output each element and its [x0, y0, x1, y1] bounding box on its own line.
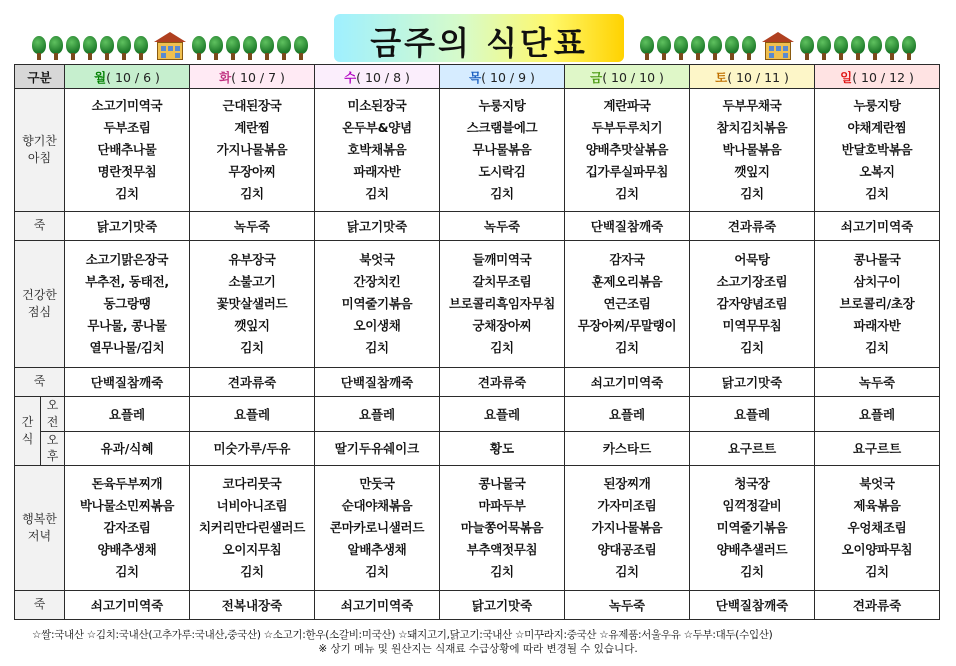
porridge-lunch-cell: 단백질참깨죽 [65, 368, 190, 397]
day-name: 금 [590, 69, 603, 85]
menu-items [440, 249, 564, 359]
snack-am-cell: 요플레 [190, 397, 315, 432]
menu-item: 김치 [865, 564, 889, 580]
menu-item: 너비아니조림 [216, 498, 288, 514]
section-label-snack [15, 397, 41, 466]
menu-item: 미역줄기볶음 [341, 296, 413, 311]
day-name: 수 [344, 69, 357, 85]
snack-pm-cell: 유과/식혜 [65, 431, 190, 466]
day-date: ( 10 / 9 ) [481, 69, 535, 85]
porridge-breakfast-cell: 녹두죽 [190, 212, 315, 241]
page-title: 금주의 식단표 [370, 24, 588, 62]
day-name: 토 [715, 69, 728, 85]
menu-item: 콩나물국 [478, 476, 526, 492]
tree-icon [885, 36, 899, 60]
menu-item: 청국장 [734, 476, 770, 492]
lunch-cell [815, 241, 940, 368]
tree-icon [902, 36, 916, 60]
menu-items [690, 95, 814, 205]
menu-item: 감자양념조림 [716, 296, 788, 311]
porridge-dinner-cell: 쇠고기미역죽 [315, 591, 440, 620]
lunch-cell [690, 241, 815, 368]
breakfast-row [15, 89, 940, 212]
menu-item: 계란파국 [603, 98, 651, 113]
porridge-breakfast-cell: 단백질참깨죽 [565, 212, 690, 241]
porridge-dinner-cell: 견과류죽 [815, 591, 940, 620]
menu-item: 김치 [740, 186, 764, 201]
porridge-dinner-cell: 닭고기맛죽 [440, 591, 565, 620]
menu-item: 가지나물볶음 [216, 142, 288, 157]
menu-items [815, 473, 939, 583]
tree-icon [209, 36, 223, 60]
tree-icon [243, 36, 257, 60]
day-date: ( 10 / 8 ) [356, 69, 410, 85]
snack-am-cell: 요플레 [65, 397, 190, 432]
section-label-line: 저녁 [27, 529, 52, 544]
dinner-cell [65, 466, 190, 591]
breakfast-cell [65, 89, 190, 212]
origin-note: ☆쌀:국내산 ☆김치:국내산(고추가루:국내산,중국산) ☆소고기:한우(소갈비:미국산) ☆돼지고기,닭고기:국내산 ☆미꾸라지:중국산 ☆유제품:서울우유 ☆두부:대두(수입산) [32, 629, 773, 641]
menu-items [690, 249, 814, 359]
menu-item: 오이생채 [353, 318, 401, 333]
breakfast-cell [315, 89, 440, 212]
day-name: 일 [840, 69, 853, 85]
menu-item: 열무나물/김치 [89, 340, 165, 355]
menu-items [565, 473, 689, 583]
menu-item: 박나물볶음 [722, 142, 782, 157]
porridge-breakfast-cell: 쇠고기미역죽 [815, 212, 940, 241]
menu-item: 임꺽정갈비 [722, 498, 782, 514]
section-label-breakfast [15, 89, 65, 212]
menu-item: 김치 [490, 340, 514, 355]
section-label-line: 행복한 [22, 511, 57, 526]
menu-items [315, 249, 439, 359]
menu-items [565, 95, 689, 205]
menu-item: 가자미조림 [597, 498, 657, 514]
menu-item: 마늘쫑어묵볶음 [460, 520, 544, 536]
porridge-breakfast-cell: 견과류죽 [690, 212, 815, 241]
day-name: 목 [469, 69, 482, 85]
section-label-dinner [15, 466, 65, 591]
porridge-dinner-cell: 쇠고기미역죽 [65, 591, 190, 620]
menu-items [565, 249, 689, 359]
menu-item: 두부무채국 [722, 98, 782, 113]
menu-item: 김치 [865, 340, 889, 355]
day-header-wed [315, 65, 440, 89]
lunch-cell [440, 241, 565, 368]
tree-icon [260, 36, 274, 60]
header-label: 구분 [15, 65, 65, 89]
menu-item: 훈제오리볶음 [591, 274, 663, 289]
tree-icon [800, 36, 814, 60]
day-header-sun [815, 65, 940, 89]
menu-item: 삼치구이 [853, 274, 901, 289]
porridge-lunch-cell: 견과류죽 [190, 368, 315, 397]
menu-item: 무장아찌/무말랭이 [577, 318, 677, 333]
dinner-cell [565, 466, 690, 591]
breakfast-cell [440, 89, 565, 212]
menu-item: 만둣국 [359, 476, 395, 492]
menu-item: 명란젓무침 [97, 164, 157, 179]
menu-item: 미역줄기볶음 [716, 520, 788, 536]
menu-item: 누룽지탕 [853, 98, 901, 113]
menu-items [315, 95, 439, 205]
menu-item: 순대야채볶음 [341, 498, 413, 514]
menu-item: 박나물소민찌볶음 [79, 498, 175, 514]
dinner-cell [190, 466, 315, 591]
day-header-sat [690, 65, 815, 89]
tree-icon [66, 36, 80, 60]
day-name: 화 [219, 69, 232, 85]
porridge-breakfast-cell: 녹두죽 [440, 212, 565, 241]
section-label-line: 오 [46, 432, 59, 447]
menu-item: 참치김치볶음 [716, 120, 788, 135]
menu-item: 들깨미역국 [472, 252, 532, 267]
menu-item: 김치 [615, 564, 639, 580]
porridge-lunch-cell: 쇠고기미역죽 [565, 368, 690, 397]
menu-item: 김치 [365, 340, 389, 355]
menu-items [190, 95, 314, 205]
menu-item: 양배추샐러드 [716, 542, 788, 558]
menu-item: 소고기미역국 [91, 98, 163, 113]
menu-item: 간장치킨 [353, 274, 401, 289]
menu-item: 브로콜리흑임자무침 [449, 296, 555, 311]
menu-item: 북엇국 [359, 252, 395, 267]
tree-icon [100, 36, 114, 60]
section-label-snack-pm [41, 431, 65, 466]
tree-icon [83, 36, 97, 60]
menu-item: 양배추생채 [97, 542, 157, 558]
menu-item: 감자국 [609, 252, 645, 267]
porridge-lunch-cell: 닭고기맛죽 [690, 368, 815, 397]
menu-item: 소불고기 [228, 274, 276, 289]
menu-item: 부추액젓무침 [466, 542, 538, 558]
menu-item: 꽃맛살샐러드 [216, 296, 288, 311]
menu-item: 궁채장아찌 [472, 318, 532, 333]
menu-item: 돈육두부찌개 [91, 476, 163, 492]
porridge-row-breakfast [15, 212, 940, 241]
tree-icon [226, 36, 240, 60]
day-header-fri [565, 65, 690, 89]
menu-item: 양배추맛살볶음 [585, 142, 669, 157]
house-icon [762, 32, 794, 60]
menu-item: 깻잎지 [734, 164, 770, 179]
menu-item: 야채계란찜 [847, 120, 907, 135]
menu-item: 무나물볶음 [472, 142, 532, 157]
menu-item: 파래자반 [853, 318, 901, 333]
menu-item: 우엉채조림 [847, 520, 907, 536]
menu-item: 스크램블에그 [466, 120, 538, 135]
section-label-porridge: 죽 [15, 591, 65, 620]
menu-item: 두부조림 [103, 120, 151, 135]
menu-items [65, 473, 189, 583]
porridge-dinner-cell: 전복내장죽 [190, 591, 315, 620]
section-label-line: 건강한 [22, 287, 57, 302]
breakfast-cell [690, 89, 815, 212]
menu-items [440, 95, 564, 205]
menu-item: 김치 [115, 186, 139, 201]
day-name: 월 [94, 69, 107, 85]
menu-item: 북엇국 [859, 476, 895, 492]
lunch-row [15, 241, 940, 368]
day-header-mon [65, 65, 190, 89]
menu-item: 연근조림 [603, 296, 651, 311]
menu-item: 김치 [615, 340, 639, 355]
menu-item: 감자조림 [103, 520, 151, 536]
menu-items [65, 95, 189, 205]
day-date: ( 10 / 7 ) [231, 69, 285, 85]
menu-item: 오이양파무침 [841, 542, 913, 558]
section-label-line: 점심 [27, 305, 52, 319]
lunch-cell [190, 241, 315, 368]
snack-pm-cell: 딸기두유쉐이크 [315, 431, 440, 466]
menu-item: 오이지무침 [222, 542, 282, 558]
menu-item: 김치 [115, 564, 139, 580]
menu-item: 근대된장국 [222, 98, 282, 113]
snack-pm-cell: 황도 [440, 431, 565, 466]
menu-item: 동그랑땡 [103, 296, 151, 311]
section-label-snack-am [41, 397, 65, 432]
tree-icon [851, 36, 865, 60]
lunch-cell [315, 241, 440, 368]
menu-item: 미소된장국 [347, 98, 407, 113]
menu-item: 김치 [240, 564, 264, 580]
tree-row-left [32, 34, 308, 60]
title-banner [334, 14, 624, 62]
snack-am-cell: 요플레 [815, 397, 940, 432]
tree-icon [708, 36, 722, 60]
dinner-cell [815, 466, 940, 591]
menu-item: 김치 [365, 186, 389, 201]
menu-item: 된장찌개 [603, 476, 651, 492]
breakfast-cell [190, 89, 315, 212]
tree-row-right [640, 34, 916, 60]
porridge-breakfast-cell: 닭고기맛죽 [315, 212, 440, 241]
menu-item: 온두부&양념 [342, 120, 412, 135]
menu-item: 제육볶음 [853, 498, 901, 514]
menu-item: 미역무무침 [722, 318, 782, 333]
menu-item: 어묵탕 [734, 252, 770, 267]
snack-pm-row [15, 431, 940, 466]
section-label-line: 후 [46, 449, 59, 464]
tree-icon [725, 36, 739, 60]
menu-item: 콘마카로니샐러드 [329, 520, 425, 536]
tree-icon [834, 36, 848, 60]
menu-item: 반달호박볶음 [841, 142, 913, 157]
section-label-line: 향기찬 [22, 133, 57, 148]
menu-item: 김치 [490, 186, 514, 201]
tree-icon [817, 36, 831, 60]
tree-icon [868, 36, 882, 60]
menu-item: 계란찜 [234, 120, 270, 135]
menu-items [315, 473, 439, 583]
day-date: ( 10 / 10 ) [602, 69, 664, 85]
dinner-row [15, 466, 940, 591]
section-label-line: 식 [21, 432, 34, 447]
menu-item: 부추전, 동태전, [85, 274, 169, 289]
menu-item: 양대공조림 [597, 542, 657, 558]
menu-item: 도시락김 [478, 164, 526, 179]
section-label-lunch [15, 241, 65, 368]
menu-item: 김치 [615, 186, 639, 201]
menu-items [690, 473, 814, 583]
menu-item: 깻잎지 [234, 318, 270, 333]
snack-pm-cell: 미숫가루/두유 [190, 431, 315, 466]
menu-items [815, 95, 939, 205]
dinner-cell [315, 466, 440, 591]
menu-item: 코다리뭇국 [222, 476, 282, 492]
tree-icon [134, 36, 148, 60]
menu-items [190, 249, 314, 359]
porridge-dinner-cell: 녹두죽 [565, 591, 690, 620]
snack-am-cell: 요플레 [565, 397, 690, 432]
tree-icon [742, 36, 756, 60]
menu-table [14, 64, 940, 620]
porridge-lunch-cell: 단백질참깨죽 [315, 368, 440, 397]
breakfast-cell [815, 89, 940, 212]
tree-icon [657, 36, 671, 60]
menu-item: 김치 [365, 564, 389, 580]
menu-item: 파래자반 [353, 164, 401, 179]
header-row [15, 65, 940, 89]
menu-item: 무장아찌 [228, 164, 276, 179]
menu-item: 단배추나물 [97, 142, 157, 157]
menu-item: 소고기장조림 [716, 274, 788, 289]
menu-item: 브로콜리/초장 [839, 296, 915, 311]
menu-item: 유부장국 [228, 252, 276, 267]
tree-icon [32, 36, 46, 60]
porridge-row-dinner [15, 591, 940, 620]
menu-item: 무나물, 콩나물 [87, 318, 167, 333]
menu-item: 김치 [240, 340, 264, 355]
menu-items [815, 249, 939, 359]
porridge-lunch-cell: 녹두죽 [815, 368, 940, 397]
tree-icon [691, 36, 705, 60]
snack-am-cell: 요플레 [690, 397, 815, 432]
menu-item: 오복지 [859, 164, 895, 179]
menu-item: 가지나물볶음 [591, 520, 663, 536]
menu-item: 김치 [240, 186, 264, 201]
snack-am-cell: 요플레 [440, 397, 565, 432]
section-label-line: 전 [46, 414, 59, 429]
lunch-cell [565, 241, 690, 368]
snack-pm-cell: 요구르트 [815, 431, 940, 466]
menu-item: 알배추생채 [347, 542, 407, 558]
breakfast-cell [565, 89, 690, 212]
porridge-row-lunch [15, 368, 940, 397]
day-header-thu [440, 65, 565, 89]
porridge-dinner-cell: 단백질참깨죽 [690, 591, 815, 620]
porridge-lunch-cell: 견과류죽 [440, 368, 565, 397]
tree-icon [49, 36, 63, 60]
menu-item: 깁가루실파무침 [585, 164, 669, 179]
menu-item: 김치 [865, 186, 889, 201]
menu-item: 콩나물국 [853, 252, 901, 267]
day-date: ( 10 / 11 ) [727, 69, 789, 85]
menu-item: 김치 [740, 340, 764, 355]
tree-icon [192, 36, 206, 60]
snack-am-row [15, 397, 940, 432]
tree-icon [674, 36, 688, 60]
section-label-line: 아침 [27, 151, 52, 165]
menu-item: 호박채볶음 [347, 142, 407, 157]
section-label-porridge: 죽 [15, 212, 65, 241]
tree-icon [640, 36, 654, 60]
tree-icon [117, 36, 131, 60]
porridge-breakfast-cell: 닭고기맛죽 [65, 212, 190, 241]
section-label-line: 오 [46, 398, 59, 412]
lunch-cell [65, 241, 190, 368]
snack-am-cell: 요플레 [315, 397, 440, 432]
menu-items [190, 473, 314, 583]
tree-icon [294, 36, 308, 60]
menu-item: 마파두부 [478, 498, 526, 514]
dinner-cell [440, 466, 565, 591]
house-icon [154, 32, 186, 60]
tree-icon [277, 36, 291, 60]
day-date: ( 10 / 6 ) [106, 69, 160, 85]
section-label-porridge: 죽 [15, 368, 65, 397]
snack-pm-cell: 카스타드 [565, 431, 690, 466]
day-header-tue [190, 65, 315, 89]
menu-item: 김치 [490, 564, 514, 580]
change-notice: ※ 상기 메뉴 및 원산지는 식재료 수급상황에 따라 변경될 수 있습니다. [318, 643, 638, 655]
dinner-cell [690, 466, 815, 591]
menu-items [440, 473, 564, 583]
menu-item: 갈치무조림 [472, 274, 532, 289]
snack-pm-cell: 요구르트 [690, 431, 815, 466]
menu-item: 누룽지탕 [478, 98, 526, 113]
menu-items [65, 249, 189, 359]
menu-item: 소고기맑은장국 [85, 252, 169, 267]
section-label-line: 간 [21, 414, 34, 429]
day-date: ( 10 / 12 ) [852, 69, 914, 85]
menu-item: 김치 [740, 564, 764, 580]
menu-item: 두부두루치기 [591, 120, 663, 135]
menu-item: 치커리만다린샐러드 [199, 520, 305, 536]
